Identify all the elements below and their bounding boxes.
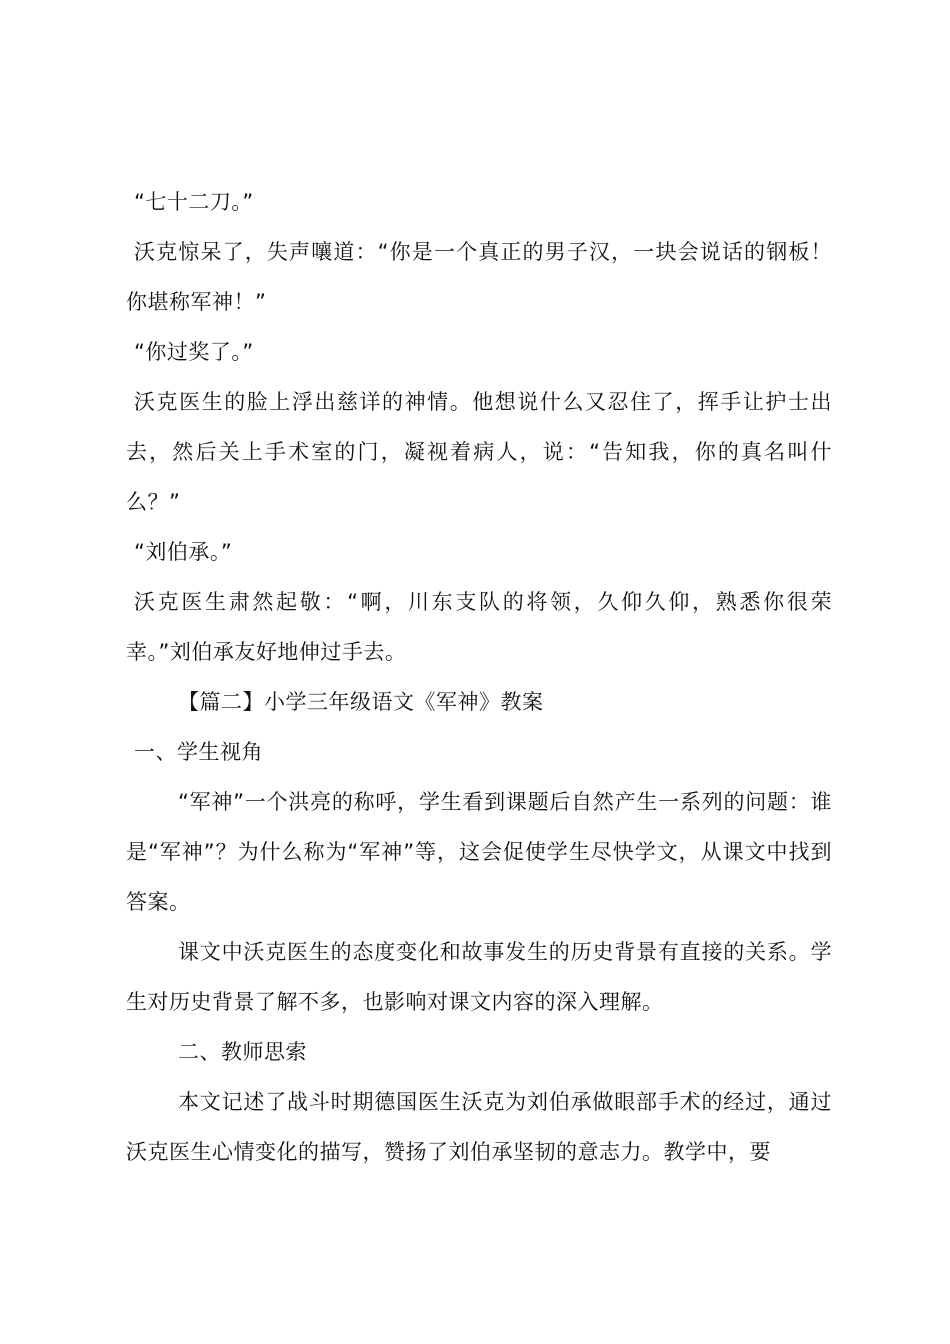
narrative-paragraph: 沃克医生肃然起敬：“啊，川东支队的将领，久仰久仰，熟悉你很荣幸。”刘伯承友好地伸过手去。: [126, 590, 832, 664]
section-heading: 一、学生视角: [134, 740, 263, 764]
section-heading: 二、教师思索: [178, 1040, 307, 1064]
section-title: 【篇二】小学三年级语文《军神》教案: [178, 690, 544, 714]
dialogue-paragraph: “七十二刀。”: [134, 190, 254, 214]
narrative-paragraph: 沃克医生的脸上浮出慈详的神情。他想说什么又忍住了，挥手让护士出去，然后关上手术室的门，凝视着病人，说：“告知我，你的真名叫什么？”: [126, 390, 832, 514]
body-paragraph: “军神”一个洪亮的称呼，学生看到课题后自然产生一系列的问题：谁是“军神”？为什么称为“军神”等，这会促使学生尽快学文，从课文中找到答案。: [126, 790, 832, 914]
body-paragraph: 课文中沃克医生的态度变化和故事发生的历史背景有直接的关系。学生对历史背景了解不多，也影响对课文内容的深入理解。: [126, 940, 832, 1014]
dialogue-paragraph: “你过奖了。”: [134, 340, 254, 364]
dialogue-paragraph: “刘伯承。”: [134, 540, 233, 564]
body-paragraph: 本文记述了战斗时期德国医生沃克为刘伯承做眼部手术的经过，通过沃克医生心情变化的描写，赞扬了刘伯承坚韧的意志力。教学中，要: [126, 1090, 832, 1164]
dialogue-paragraph: 沃克惊呆了，失声嚷道：“你是一个真正的男子汉，一块会说话的钢板！你堪称军神！”: [126, 240, 832, 314]
document-body: [126, 177, 832, 1177]
